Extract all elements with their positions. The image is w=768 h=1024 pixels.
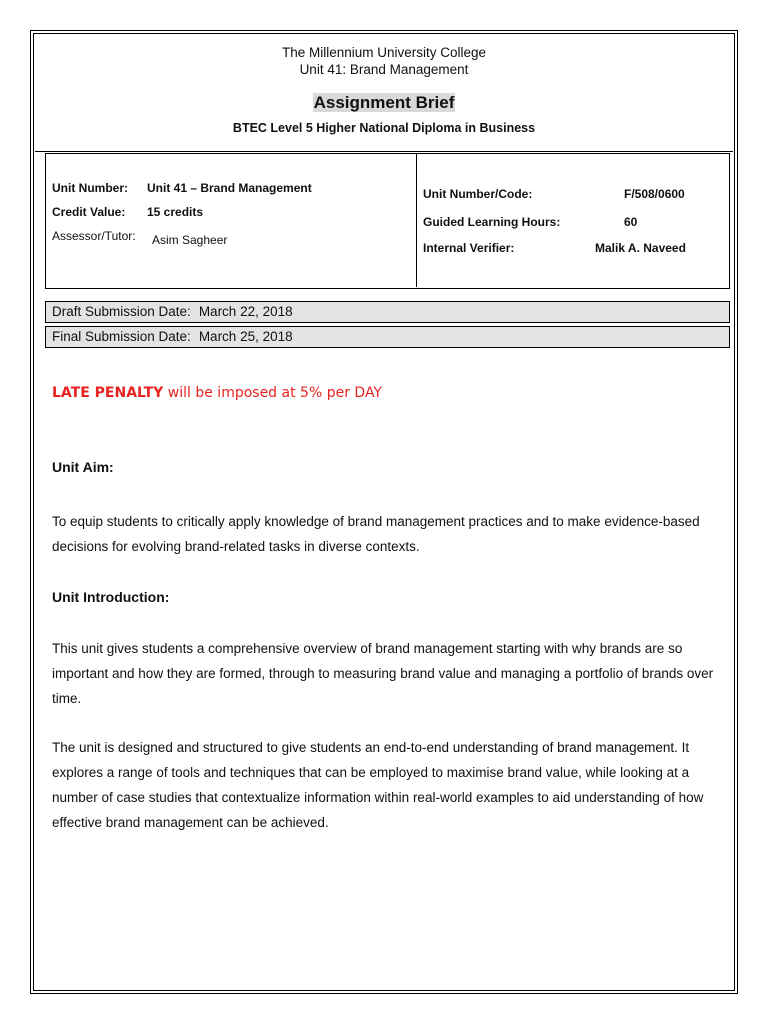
unit-line: Unit 41: Brand Management — [299, 62, 469, 77]
draft-submission-label: Draft Submission Date: — [52, 304, 191, 319]
assessor-value: Asim Sagheer — [152, 233, 228, 247]
draft-submission-row — [45, 301, 730, 323]
page-title-text: Assignment Brief — [313, 93, 455, 112]
late-penalty-rest: will be imposed at 5% per DAY — [163, 385, 382, 401]
unit-introduction-heading: Unit Introduction: — [52, 589, 170, 605]
document-header — [35, 35, 733, 152]
unit-code-label: Unit Number/Code: — [423, 187, 533, 201]
unit-code-value: F/508/0600 — [624, 187, 685, 201]
credit-value-label: Credit Value: — [52, 205, 126, 219]
guided-hours-label: Guided Learning Hours: — [423, 215, 561, 229]
late-penalty-notice — [52, 385, 382, 401]
final-submission-date: March 25, 2018 — [198, 329, 293, 344]
unit-info-right — [417, 154, 729, 287]
assessor-label: Assessor/Tutor: — [52, 229, 136, 243]
unit-number-value: Unit 41 – Brand Management — [147, 181, 312, 195]
unit-introduction-para-1: This unit gives students a comprehensive overview of brand management starting with why brands are so important and how they are formed, through to measuring brand value and managing a portfolio of brands over time. — [52, 641, 714, 706]
unit-aim-text: To equip students to critically apply knowledge of brand management practices and to make evidence-based decisions for evolving brand-related tasks in diverse contexts. — [52, 514, 700, 554]
final-submission-label: Final Submission Date: — [52, 329, 191, 344]
late-penalty-strong: LATE PENALTY — [52, 385, 164, 401]
page-title — [35, 93, 733, 113]
unit-info-left — [46, 154, 417, 287]
unit-info-table — [45, 153, 730, 289]
final-submission-row — [45, 326, 730, 348]
college-name: The Millennium University College — [281, 45, 487, 60]
draft-submission-date: March 22, 2018 — [198, 304, 293, 319]
verifier-label: Internal Verifier: — [423, 241, 515, 255]
unit-introduction-para-2: The unit is designed and structured to give students an end-to-end understanding of brand management. It explores a range of tools and techniques that can be employed to maximise brand value, while looking at a number of case studies that contextualize information within real-world examples to aid understanding of how effective brand management can be achieved. — [52, 740, 704, 830]
guided-hours-value: 60 — [624, 215, 638, 229]
verifier-value: Malik A. Naveed — [595, 241, 686, 255]
unit-number-label: Unit Number: — [52, 181, 128, 195]
diploma-title: BTEC Level 5 Higher National Diploma in Business — [232, 121, 536, 135]
unit-aim-heading: Unit Aim: — [52, 459, 114, 475]
credit-value-value: 15 credits — [147, 205, 204, 219]
